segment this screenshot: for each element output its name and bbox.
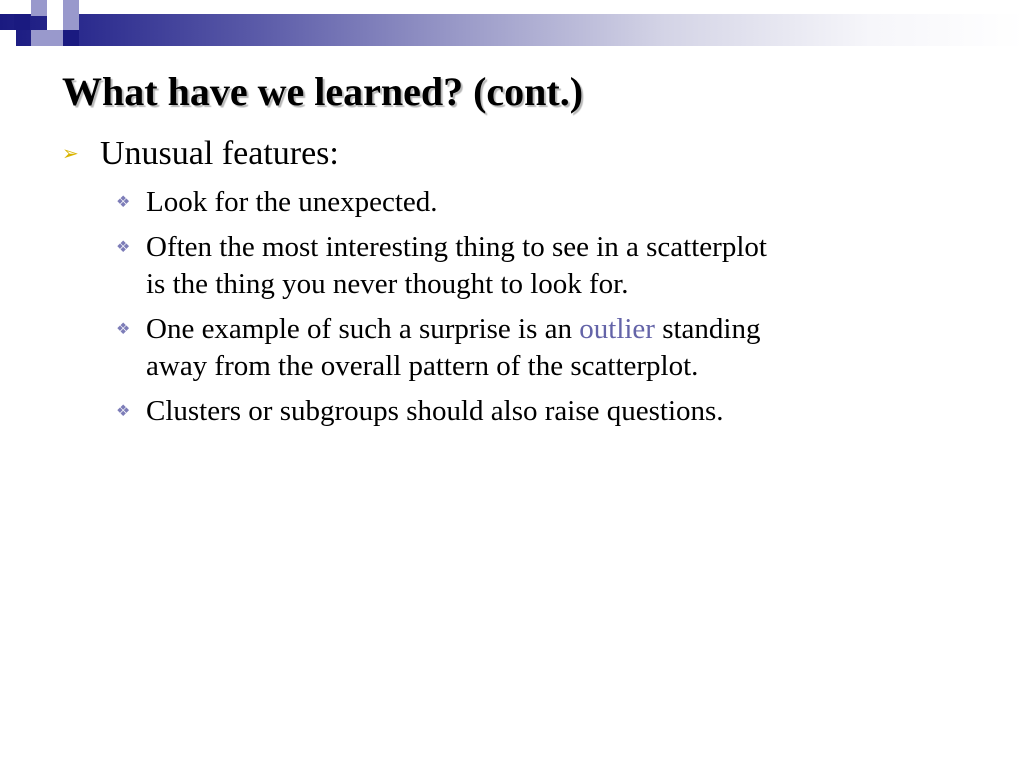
slide-title: What have we learned? (cont.) [62, 69, 584, 114]
arrow-bullet-icon: ➢ [62, 143, 79, 165]
sub-bullet-line: is the thing you never thought to look for. [146, 268, 629, 300]
sub-bullet-item [116, 311, 996, 385]
sub-bullet-line: Look for the unexpected. [146, 186, 438, 218]
diamond-bullet-icon: ❖ [116, 403, 131, 420]
sub-bullet-text [146, 229, 767, 303]
sub-bullet-text [146, 393, 724, 430]
outlier-highlight: outlier [579, 313, 655, 345]
bullet-text: Unusual features: [100, 135, 339, 172]
diamond-bullet-icon: ❖ [116, 321, 131, 338]
sub-bullet-line: away from the overall pattern of the scatterplot. [146, 350, 699, 382]
bullet-list [62, 134, 982, 174]
sub-bullet-text [146, 184, 438, 221]
sub-bullet-line: Clusters or subgroups should also raise questions. [146, 395, 724, 427]
sub-bullet-item [116, 229, 996, 303]
header-gradient-band [0, 14, 1024, 46]
text-fragment: One example of such a surprise is an [146, 313, 580, 345]
bullet-item [62, 134, 982, 174]
diamond-bullet-icon: ❖ [116, 194, 131, 211]
sub-bullet-line: Often the most interesting thing to see in a scatterplot [146, 231, 767, 263]
sub-bullet-list [116, 184, 996, 438]
diamond-bullet-icon: ❖ [116, 239, 131, 256]
sub-bullet-line [146, 311, 761, 348]
text-fragment: standing [654, 313, 761, 345]
sub-bullet-item [116, 393, 996, 430]
sub-bullet-item [116, 184, 996, 221]
sub-bullet-text [146, 311, 761, 385]
